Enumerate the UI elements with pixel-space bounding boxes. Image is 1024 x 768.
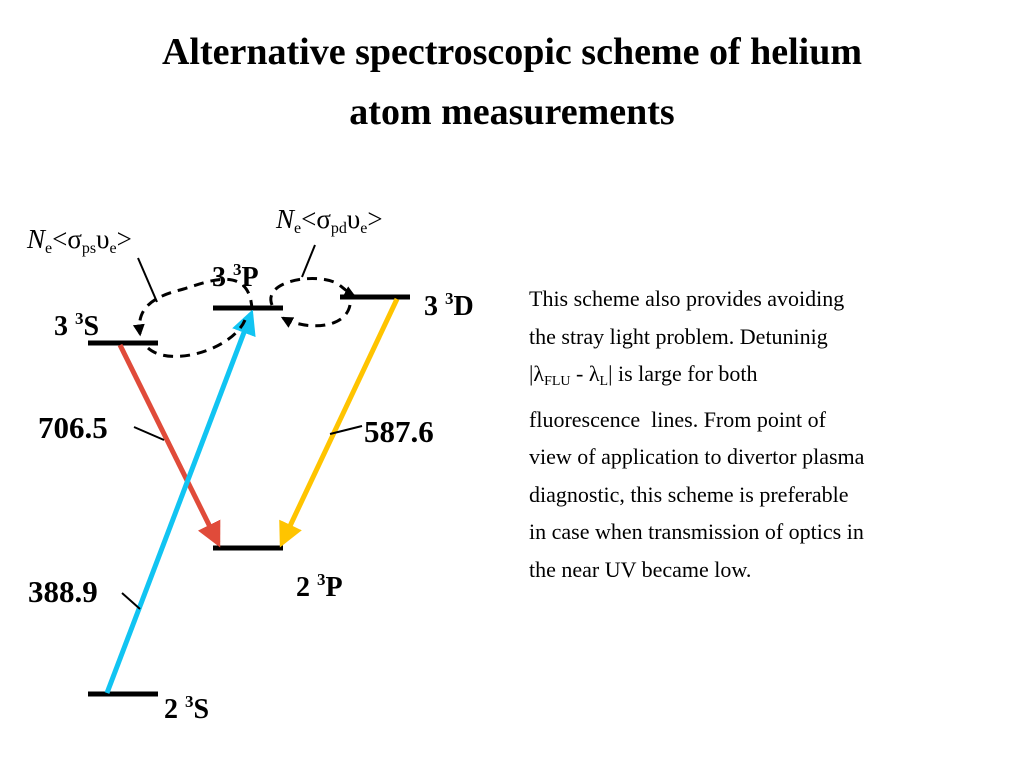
leader-rate-pd [302,245,315,277]
wavelength-587-label: 587.6 [364,414,434,449]
rate-label-ps: $N_e<\sigma_{ps}\upsilon_e>$ [27,224,132,257]
explanation-text [529,280,979,588]
level-label-2-3s: 2 $^3$S [164,692,210,725]
note-line-4: fluorescence lines. From point of [529,406,826,432]
note-line-8: the near UV became low. [529,556,752,582]
leader-388 [122,593,140,609]
note-line-2: the stray light problem. Detuninig [529,323,828,349]
note-line-7: in case when transmission of optics in [529,519,864,544]
note-line-5: view of application to divertor plasma [529,444,865,469]
note-line-3: $|\lambda_{FLU} - \lambda_L|$ is large for both [529,361,758,389]
level-label-3-3p: 3 $^3$P [212,260,259,293]
note-line-1: This scheme also provides avoiding [529,286,845,311]
level-label-3-3s: 3 $^3$S [54,309,100,342]
rate-label-pd: $N_e<\sigma_{pd}\upsilon_e>$ [276,204,383,237]
title-line-1: Alternative spectroscopic scheme of helium [161,31,863,73]
title-line-2: atom measurements [349,91,675,133]
leader-rate-ps [138,258,157,302]
collision-pd-dashed-arrow [271,279,354,305]
level-label-3-3d: 3 $^3$D [424,289,474,322]
collision-ps-dashed-return [148,320,245,356]
transition-388-arrow [107,314,251,693]
collision-pd-dashed-return [283,305,350,326]
wavelength-388-label: 388.9 [28,574,98,609]
level-label-2-3p: 2 $^3$P [296,570,343,603]
wavelength-706-label: 706.5 [38,410,108,445]
note-line-6: diagnostic, this scheme is preferable [529,481,849,507]
